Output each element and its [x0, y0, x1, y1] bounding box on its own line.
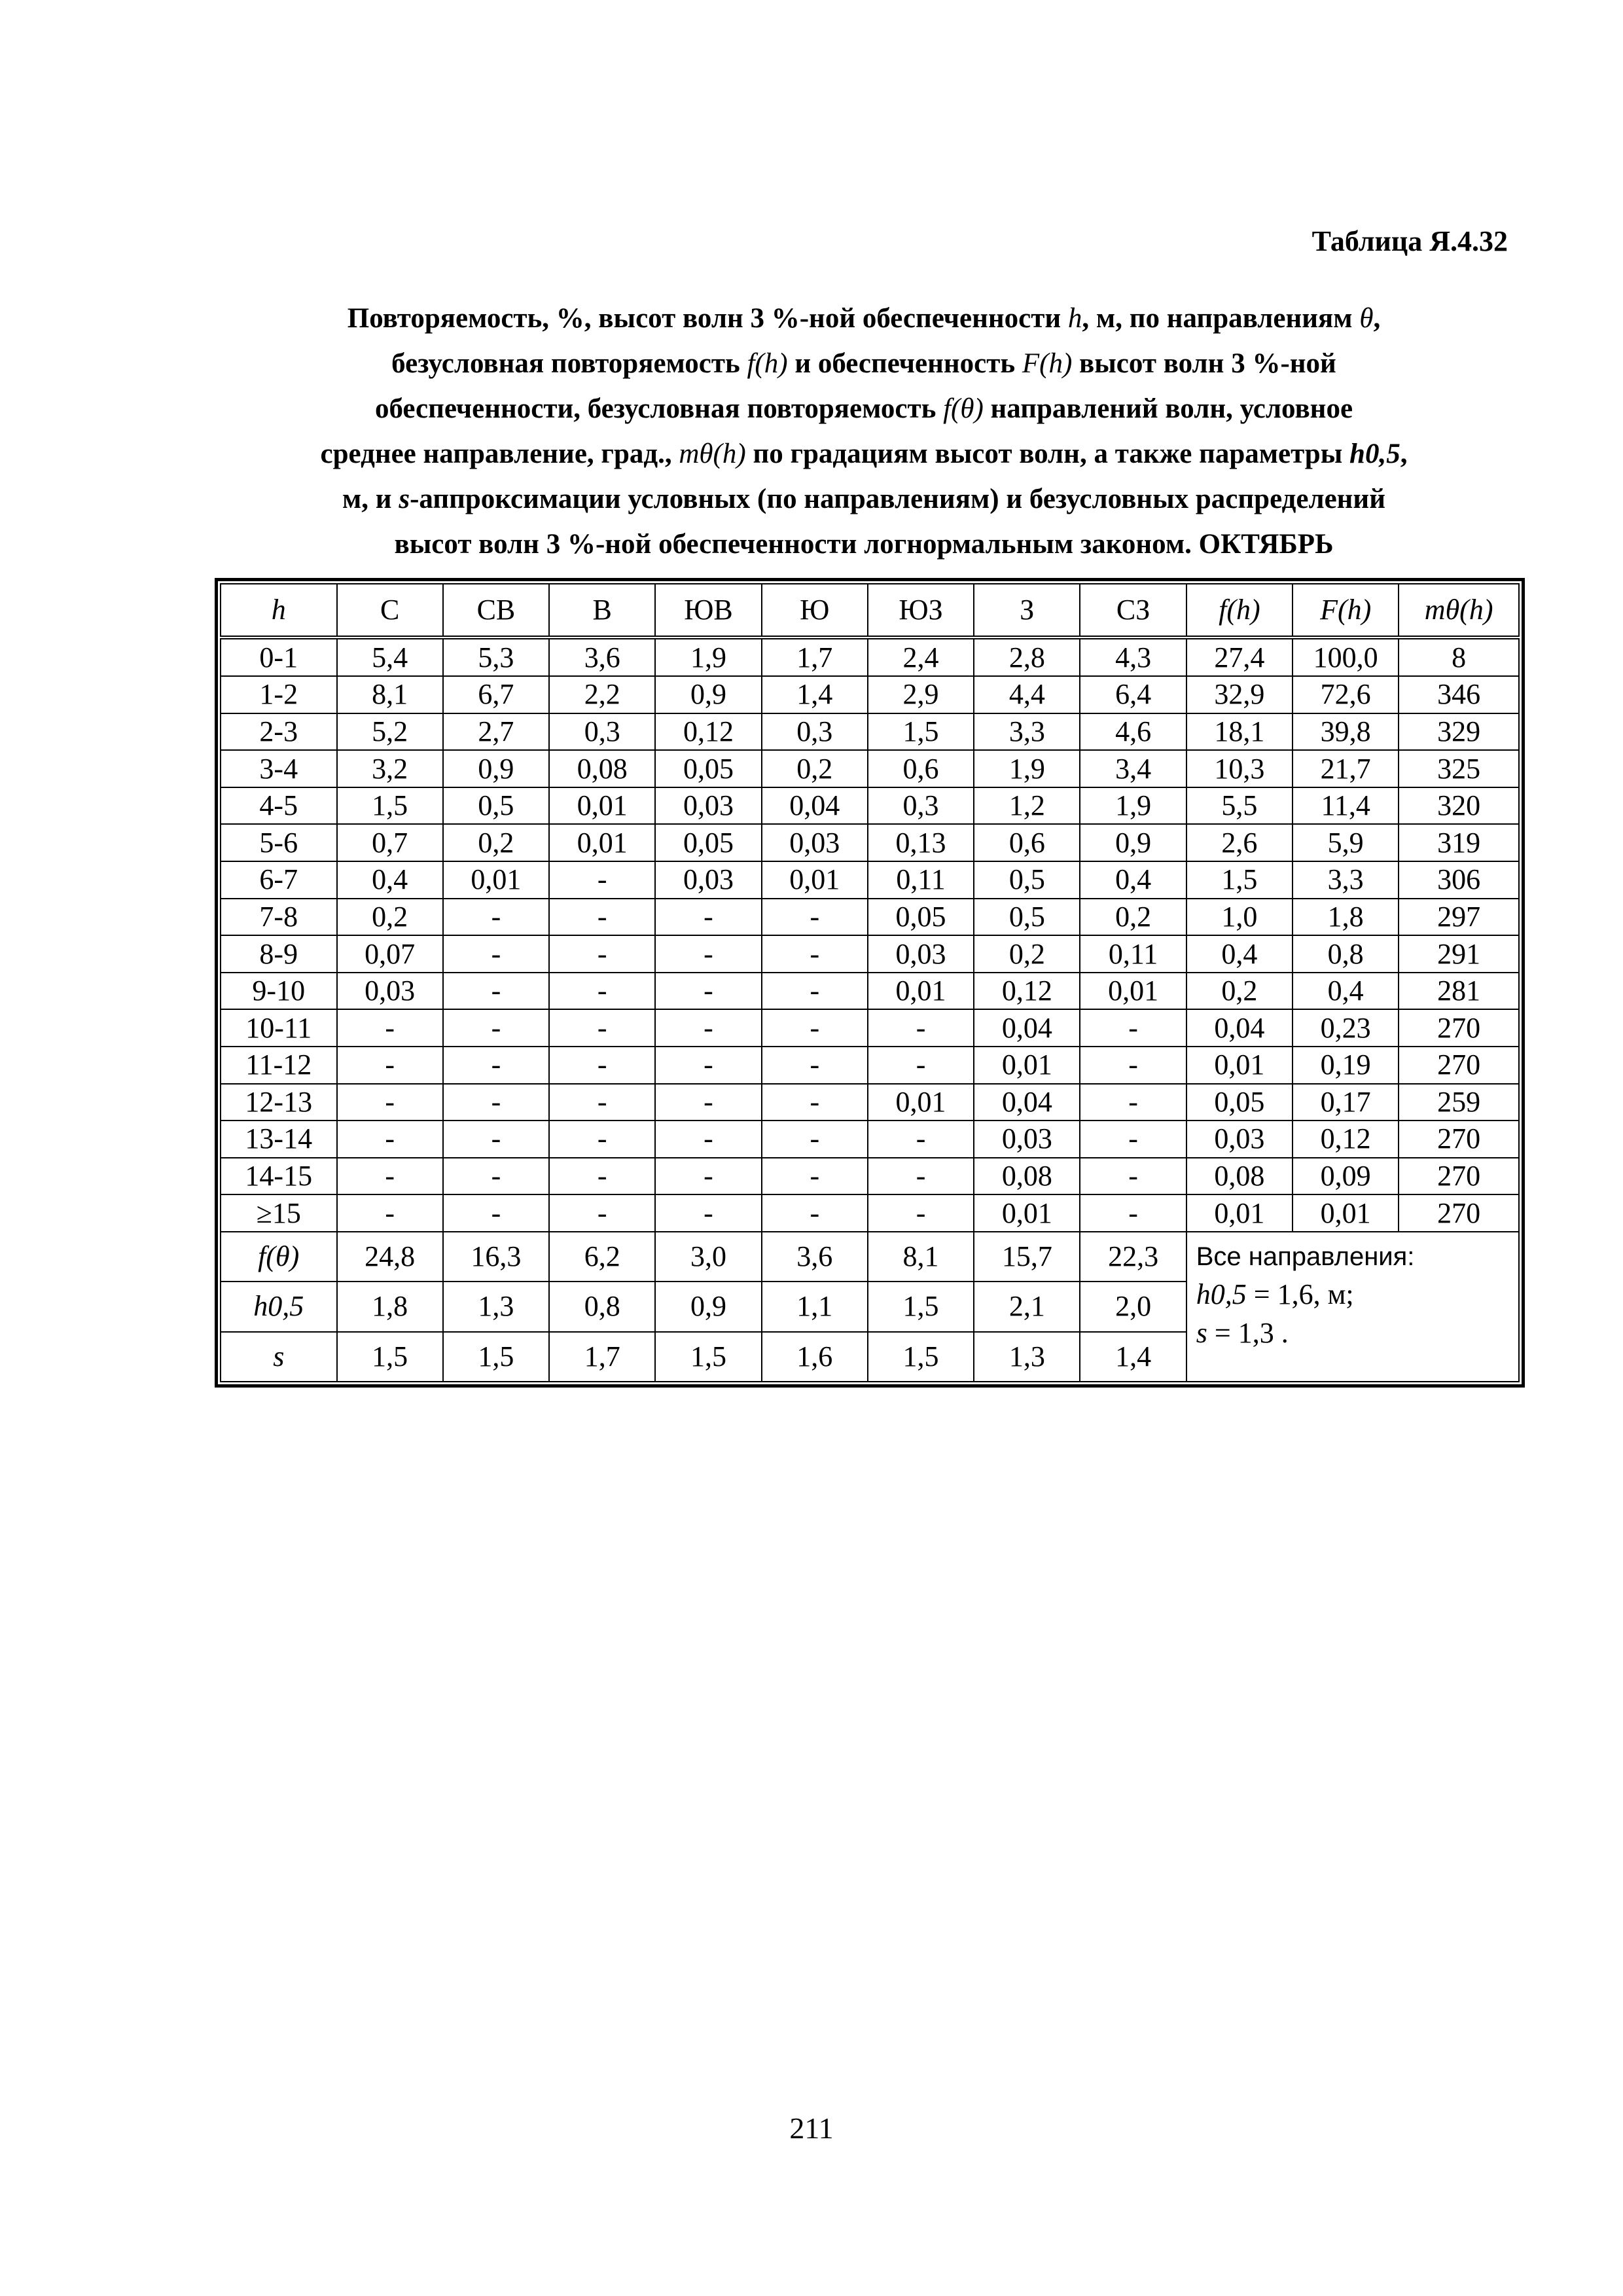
column-header: СЗ: [1080, 584, 1186, 637]
table-row: [221, 1232, 1519, 1282]
row-label: s: [221, 1332, 337, 1382]
table-cell: 3,6: [549, 637, 655, 676]
table-cell: -: [655, 1084, 761, 1121]
table-cell: 1,3: [443, 1282, 549, 1331]
table-cell: 1,2: [974, 787, 1080, 825]
table-cell: 32,9: [1186, 676, 1293, 713]
table-cell: 0,05: [655, 750, 761, 787]
table-caption: [216, 296, 1512, 567]
table-cell: 1,5: [868, 1332, 974, 1382]
table-cell: 1,1: [762, 1282, 868, 1331]
caption-line-2: безусловная повторяемость f(h) и обеспеченность F(h) высот волн 3 %-ной: [391, 348, 1336, 379]
table-row: [221, 824, 1519, 861]
table-cell: -: [1080, 1158, 1186, 1195]
table-cell: 259: [1399, 1084, 1519, 1121]
table-cell: 0,2: [762, 750, 868, 787]
table-cell: 2,7: [443, 713, 549, 751]
table-cell: 0,08: [1186, 1158, 1293, 1195]
table-cell: 0,07: [337, 935, 443, 973]
table-cell: 0,04: [1186, 1009, 1293, 1047]
table-cell: 0,01: [974, 1194, 1080, 1232]
table-cell: 0,01: [974, 1047, 1080, 1084]
table-cell: 3,4: [1080, 750, 1186, 787]
table-cell: -: [762, 1121, 868, 1158]
table-row: [221, 787, 1519, 825]
table-cell: 1,5: [655, 1332, 761, 1382]
table-cell: 0,2: [1080, 899, 1186, 936]
table-cell: 3,3: [1293, 861, 1399, 899]
table-row: [221, 899, 1519, 936]
table-cell: -: [443, 1158, 549, 1195]
table-row: [221, 750, 1519, 787]
table-cell: -: [655, 1158, 761, 1195]
row-label: f(θ): [221, 1232, 337, 1282]
table-cell: -: [443, 899, 549, 936]
table-cell: -: [337, 1009, 443, 1047]
table-cell: -: [762, 899, 868, 936]
table-cell: 306: [1399, 861, 1519, 899]
row-label: 6-7: [221, 861, 337, 899]
table-cell: 0,9: [1080, 824, 1186, 861]
table-cell: 1,4: [1080, 1332, 1186, 1382]
row-label: 14-15: [221, 1158, 337, 1195]
table-cell: 5,3: [443, 637, 549, 676]
table-cell: 0,01: [443, 861, 549, 899]
table-cell: 0,01: [1293, 1194, 1399, 1232]
table-cell: -: [762, 935, 868, 973]
table-cell: 24,8: [337, 1232, 443, 1282]
table-cell: 0,17: [1293, 1084, 1399, 1121]
table-cell: 4,3: [1080, 637, 1186, 676]
data-table-frame: [215, 578, 1525, 1388]
table-cell: 0,4: [1186, 935, 1293, 973]
table-cell: 1,8: [337, 1282, 443, 1331]
table-cell: 2,4: [868, 637, 974, 676]
table-cell: -: [868, 1047, 974, 1084]
table-cell: -: [655, 1194, 761, 1232]
table-cell: -: [549, 1158, 655, 1195]
row-label: 5-6: [221, 824, 337, 861]
table-cell: 100,0: [1293, 637, 1399, 676]
table-label: Таблица Я.4.32: [1311, 225, 1508, 257]
table-cell: -: [549, 861, 655, 899]
table-cell: -: [762, 1009, 868, 1047]
table-cell: 0,03: [655, 787, 761, 825]
column-header: Ю: [762, 584, 868, 637]
table-cell: 0,08: [974, 1158, 1080, 1195]
column-header: ЮВ: [655, 584, 761, 637]
table-cell: -: [443, 973, 549, 1010]
table-row: [221, 713, 1519, 751]
table-cell: 22,3: [1080, 1232, 1186, 1282]
table-cell: 1,4: [762, 676, 868, 713]
table-cell: 0,12: [1293, 1121, 1399, 1158]
table-cell: 0,7: [337, 824, 443, 861]
caption-line-4: среднее направление, град., mθ(h) по градациям высот волн, а также параметры h0,5,: [320, 439, 1408, 469]
table-cell: 5,9: [1293, 824, 1399, 861]
table-cell: -: [868, 1158, 974, 1195]
column-header: h: [221, 584, 337, 637]
row-label: ≥15: [221, 1194, 337, 1232]
table-cell: 5,5: [1186, 787, 1293, 825]
table-row: [221, 1009, 1519, 1047]
table-cell: -: [549, 1084, 655, 1121]
table-cell: 4,4: [974, 676, 1080, 713]
table-cell: 0,01: [762, 861, 868, 899]
table-cell: -: [443, 1121, 549, 1158]
caption-line-6: высот волн 3 %-ной обеспеченности логнормальным законом. ОКТЯБРЬ: [394, 529, 1334, 560]
table-cell: -: [549, 899, 655, 936]
table-cell: 1,0: [1186, 899, 1293, 936]
table-cell: 0,12: [655, 713, 761, 751]
table-cell: 281: [1399, 973, 1519, 1010]
row-label: 9-10: [221, 973, 337, 1010]
caption-line-5: м, и s-аппроксимации условных (по направлениям) и безусловных распределений: [342, 484, 1385, 514]
table-cell: 0,03: [868, 935, 974, 973]
table-cell: 0,01: [549, 824, 655, 861]
table-cell: 0,4: [337, 861, 443, 899]
table-cell: 11,4: [1293, 787, 1399, 825]
table-cell: 0,3: [549, 713, 655, 751]
column-header: F(h): [1293, 584, 1399, 637]
table-cell: 0,03: [655, 861, 761, 899]
table-cell: 1,5: [868, 713, 974, 751]
table-cell: 0,03: [762, 824, 868, 861]
table-cell: 3,3: [974, 713, 1080, 751]
table-cell: 1,5: [868, 1282, 974, 1331]
row-label: 0-1: [221, 637, 337, 676]
table-row: [221, 861, 1519, 899]
table-cell: 319: [1399, 824, 1519, 861]
table-cell: 2,6: [1186, 824, 1293, 861]
table-cell: 0,6: [868, 750, 974, 787]
table-cell: 15,7: [974, 1232, 1080, 1282]
table-cell: 0,01: [868, 1084, 974, 1121]
table-cell: 0,4: [1293, 973, 1399, 1010]
table-cell: 0,2: [443, 824, 549, 861]
caption-line-1: Повторяемость, %, высот волн 3 %-ной обеспеченности h, м, по направлениям θ,: [347, 303, 1381, 334]
table-cell: 0,11: [868, 861, 974, 899]
table-cell: 8: [1399, 637, 1519, 676]
table-cell: 1,5: [337, 787, 443, 825]
table-cell: 0,05: [655, 824, 761, 861]
table-cell: 18,1: [1186, 713, 1293, 751]
table-cell: -: [655, 899, 761, 936]
table-cell: 5,2: [337, 713, 443, 751]
table-cell: 270: [1399, 1194, 1519, 1232]
table-cell: -: [655, 935, 761, 973]
table-cell: 0,5: [974, 899, 1080, 936]
table-cell: 3,0: [655, 1232, 761, 1282]
table-cell: 297: [1399, 899, 1519, 936]
table-cell: 0,04: [974, 1009, 1080, 1047]
all-directions-summary: [1186, 1232, 1519, 1382]
table-cell: 0,4: [1080, 861, 1186, 899]
table-cell: -: [1080, 1084, 1186, 1121]
table-cell: 2,1: [974, 1282, 1080, 1331]
table-cell: -: [762, 1194, 868, 1232]
table-cell: -: [549, 1194, 655, 1232]
summary-h: h0,5 = 1,6, м;: [1196, 1278, 1354, 1310]
table-cell: 0,05: [1186, 1084, 1293, 1121]
table-cell: 270: [1399, 1121, 1519, 1158]
page-number: 211: [789, 2111, 834, 2145]
table-cell: 0,2: [974, 935, 1080, 973]
table-cell: 1,7: [762, 637, 868, 676]
table-cell: 5,4: [337, 637, 443, 676]
table-cell: -: [655, 973, 761, 1010]
table-cell: 1,8: [1293, 899, 1399, 936]
table-cell: 325: [1399, 750, 1519, 787]
table-cell: 0,03: [1186, 1121, 1293, 1158]
table-cell: 6,7: [443, 676, 549, 713]
table-cell: 72,6: [1293, 676, 1399, 713]
table-cell: -: [443, 1009, 549, 1047]
row-label: 2-3: [221, 713, 337, 751]
table-cell: 291: [1399, 935, 1519, 973]
table-cell: 39,8: [1293, 713, 1399, 751]
table-cell: 270: [1399, 1009, 1519, 1047]
table-cell: 0,5: [974, 861, 1080, 899]
table-cell: 2,8: [974, 637, 1080, 676]
table-cell: 0,04: [974, 1084, 1080, 1121]
table-cell: 0,2: [1186, 973, 1293, 1010]
table-row: [221, 1121, 1519, 1158]
table-cell: -: [1080, 1047, 1186, 1084]
table-cell: 270: [1399, 1047, 1519, 1084]
table-cell: 27,4: [1186, 637, 1293, 676]
row-label: 3-4: [221, 750, 337, 787]
table-cell: -: [443, 1194, 549, 1232]
table-cell: -: [655, 1121, 761, 1158]
column-header: В: [549, 584, 655, 637]
table-cell: -: [337, 1121, 443, 1158]
table-row: [221, 973, 1519, 1010]
table-cell: 1,5: [337, 1332, 443, 1382]
table-row: [221, 1084, 1519, 1121]
table-cell: 6,4: [1080, 676, 1186, 713]
table-cell: 0,01: [1080, 973, 1186, 1010]
row-label: 8-9: [221, 935, 337, 973]
table-cell: -: [762, 1084, 868, 1121]
table-row: [221, 1158, 1519, 1195]
table-cell: -: [1080, 1009, 1186, 1047]
column-header: С: [337, 584, 443, 637]
row-label: 7-8: [221, 899, 337, 936]
table-row: [221, 637, 1519, 676]
table-cell: -: [1080, 1121, 1186, 1158]
table-cell: 2,2: [549, 676, 655, 713]
table-row: [221, 1194, 1519, 1232]
row-label: 11-12: [221, 1047, 337, 1084]
row-label: h0,5: [221, 1282, 337, 1331]
column-header: З: [974, 584, 1080, 637]
table-cell: 0,9: [655, 676, 761, 713]
table-cell: 0,3: [868, 787, 974, 825]
summary-s: s = 1,3 .: [1196, 1316, 1289, 1349]
table-cell: 0,9: [443, 750, 549, 787]
table-cell: -: [762, 1047, 868, 1084]
table-cell: 0,23: [1293, 1009, 1399, 1047]
table-cell: -: [549, 1009, 655, 1047]
summary-title: Все направления:: [1196, 1242, 1415, 1271]
table-cell: 0,11: [1080, 935, 1186, 973]
table-cell: 0,04: [762, 787, 868, 825]
table-cell: 3,2: [337, 750, 443, 787]
column-header: f(h): [1186, 584, 1293, 637]
table-cell: 0,12: [974, 973, 1080, 1010]
table-cell: -: [868, 1194, 974, 1232]
wave-height-table: [220, 583, 1520, 1382]
table-cell: 1,3: [974, 1332, 1080, 1382]
table-cell: 1,6: [762, 1332, 868, 1382]
row-label: 1-2: [221, 676, 337, 713]
table-cell: 0,5: [443, 787, 549, 825]
table-cell: 0,09: [1293, 1158, 1399, 1195]
column-header: СВ: [443, 584, 549, 637]
table-cell: 0,03: [974, 1121, 1080, 1158]
table-cell: 0,19: [1293, 1047, 1399, 1084]
table-cell: 0,01: [1186, 1194, 1293, 1232]
table-cell: 4,6: [1080, 713, 1186, 751]
table-cell: 0,03: [337, 973, 443, 1010]
table-cell: -: [762, 1158, 868, 1195]
table-cell: -: [549, 1121, 655, 1158]
table-cell: 346: [1399, 676, 1519, 713]
table-row: [221, 676, 1519, 713]
table-cell: 270: [1399, 1158, 1519, 1195]
table-cell: 8,1: [868, 1232, 974, 1282]
table-cell: 0,05: [868, 899, 974, 936]
table-cell: -: [337, 1047, 443, 1084]
column-header: mθ(h): [1399, 584, 1519, 637]
table-row: [221, 935, 1519, 973]
table-cell: 1,9: [655, 637, 761, 676]
table-cell: 0,8: [549, 1282, 655, 1331]
row-label: 12-13: [221, 1084, 337, 1121]
caption-line-3: обеспеченности, безусловная повторяемость f(θ) направлений волн, условное: [374, 393, 1353, 424]
table-cell: -: [655, 1009, 761, 1047]
table-cell: 1,9: [1080, 787, 1186, 825]
table-cell: 320: [1399, 787, 1519, 825]
table-cell: -: [868, 1121, 974, 1158]
table-cell: -: [337, 1158, 443, 1195]
table-cell: 6,2: [549, 1232, 655, 1282]
table-cell: 0,01: [549, 787, 655, 825]
table-cell: -: [762, 973, 868, 1010]
table-cell: -: [868, 1009, 974, 1047]
table-cell: 2,0: [1080, 1282, 1186, 1331]
table-cell: 0,01: [868, 973, 974, 1010]
table-cell: 2,9: [868, 676, 974, 713]
table-cell: 0,8: [1293, 935, 1399, 973]
table-cell: 3,6: [762, 1232, 868, 1282]
table-cell: 0,01: [1186, 1047, 1293, 1084]
table-cell: 10,3: [1186, 750, 1293, 787]
table-cell: -: [549, 973, 655, 1010]
table-cell: 21,7: [1293, 750, 1399, 787]
table-cell: 0,3: [762, 713, 868, 751]
table-cell: 1,7: [549, 1332, 655, 1382]
table-cell: -: [655, 1047, 761, 1084]
row-label: 13-14: [221, 1121, 337, 1158]
table-cell: -: [443, 1047, 549, 1084]
column-header: ЮЗ: [868, 584, 974, 637]
table-cell: 1,9: [974, 750, 1080, 787]
table-cell: 0,2: [337, 899, 443, 936]
table-cell: 0,6: [974, 824, 1080, 861]
table-cell: -: [337, 1084, 443, 1121]
table-cell: 329: [1399, 713, 1519, 751]
table-cell: 1,5: [443, 1332, 549, 1382]
table-cell: 0,13: [868, 824, 974, 861]
table-cell: -: [443, 1084, 549, 1121]
table-row: [221, 1047, 1519, 1084]
table-cell: 1,5: [1186, 861, 1293, 899]
table-cell: -: [443, 935, 549, 973]
table-cell: -: [1080, 1194, 1186, 1232]
row-label: 4-5: [221, 787, 337, 825]
table-cell: 0,9: [655, 1282, 761, 1331]
row-label: 10-11: [221, 1009, 337, 1047]
table-cell: 0,08: [549, 750, 655, 787]
table-cell: -: [337, 1194, 443, 1232]
header-row: [221, 584, 1519, 637]
table-cell: 8,1: [337, 676, 443, 713]
table-cell: -: [549, 935, 655, 973]
table-cell: -: [549, 1047, 655, 1084]
table-cell: 16,3: [443, 1232, 549, 1282]
